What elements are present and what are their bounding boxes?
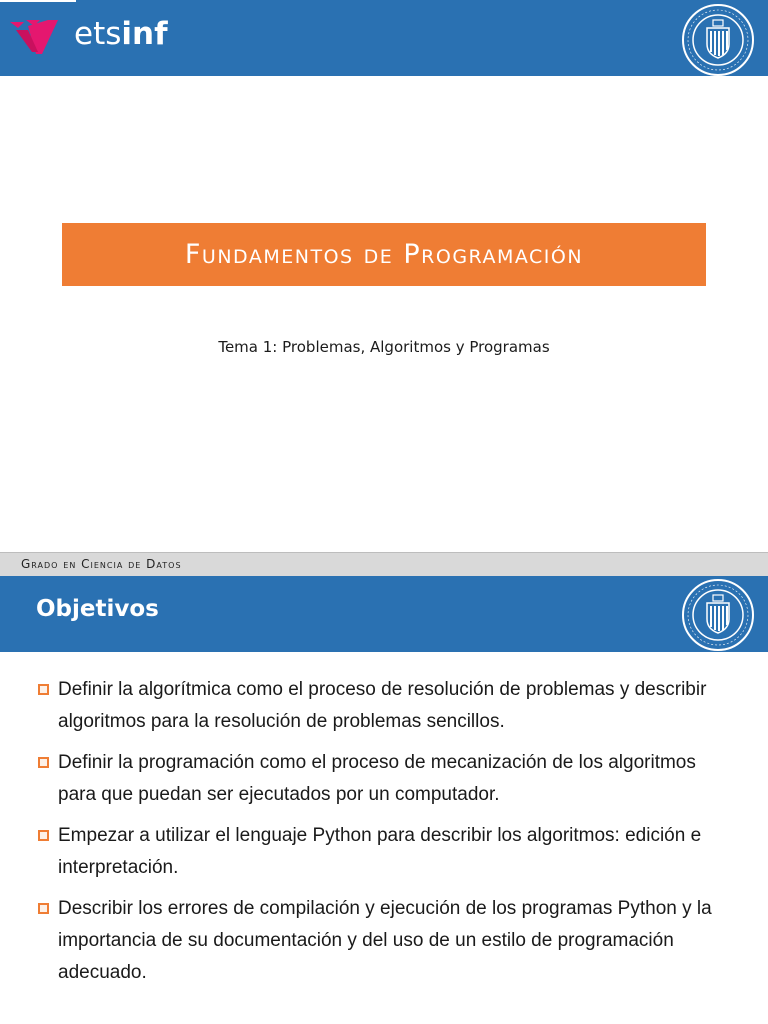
slide-subtitle: Tema 1: Problemas, Algoritmos y Programas [218, 338, 550, 356]
objectives-title: Objetivos [36, 596, 159, 622]
logo-text-bold: inf [121, 16, 168, 52]
list-item [38, 893, 738, 989]
list-item [38, 820, 738, 884]
list-item [38, 674, 738, 738]
bullet-text: Definir la programación como el proceso de mecanización de los algoritmos para que puedan ser ejecutados por un computador. [58, 752, 696, 805]
bullet-text: Describir los errores de compilación y ejecución de los programas Python y la importancia de su documentación y del uso de un estilo de programación adecuado. [58, 898, 712, 983]
etsinf-v-logo-icon [8, 16, 66, 56]
objectives-slide [0, 576, 768, 1024]
logo-text-thin: ets [74, 16, 122, 52]
hollow-square-bullet-icon [38, 684, 49, 695]
upv-seal-icon [680, 2, 756, 78]
upv-seal-icon [680, 577, 756, 653]
bullet-text: Definir la algorítmica como el proceso de resolución de problemas y describir algoritmos para la resolución de problemas sencillos. [58, 679, 707, 732]
hollow-square-bullet-icon [38, 830, 49, 841]
title-banner [62, 223, 706, 286]
slide-title: Fundamentos de Programación [184, 239, 584, 270]
footer-degree-label: Grado en Ciencia de Datos [21, 557, 182, 571]
list-item [38, 747, 738, 811]
header-accent-line [0, 0, 76, 2]
etsinf-wordmark [74, 14, 168, 54]
hollow-square-bullet-icon [38, 757, 49, 768]
bullet-text: Empezar a utilizar el lenguaje Python para describir los algoritmos: edición e interpretación. [58, 825, 702, 878]
objectives-list [38, 674, 738, 998]
footer-strip [0, 552, 768, 577]
hollow-square-bullet-icon [38, 903, 49, 914]
